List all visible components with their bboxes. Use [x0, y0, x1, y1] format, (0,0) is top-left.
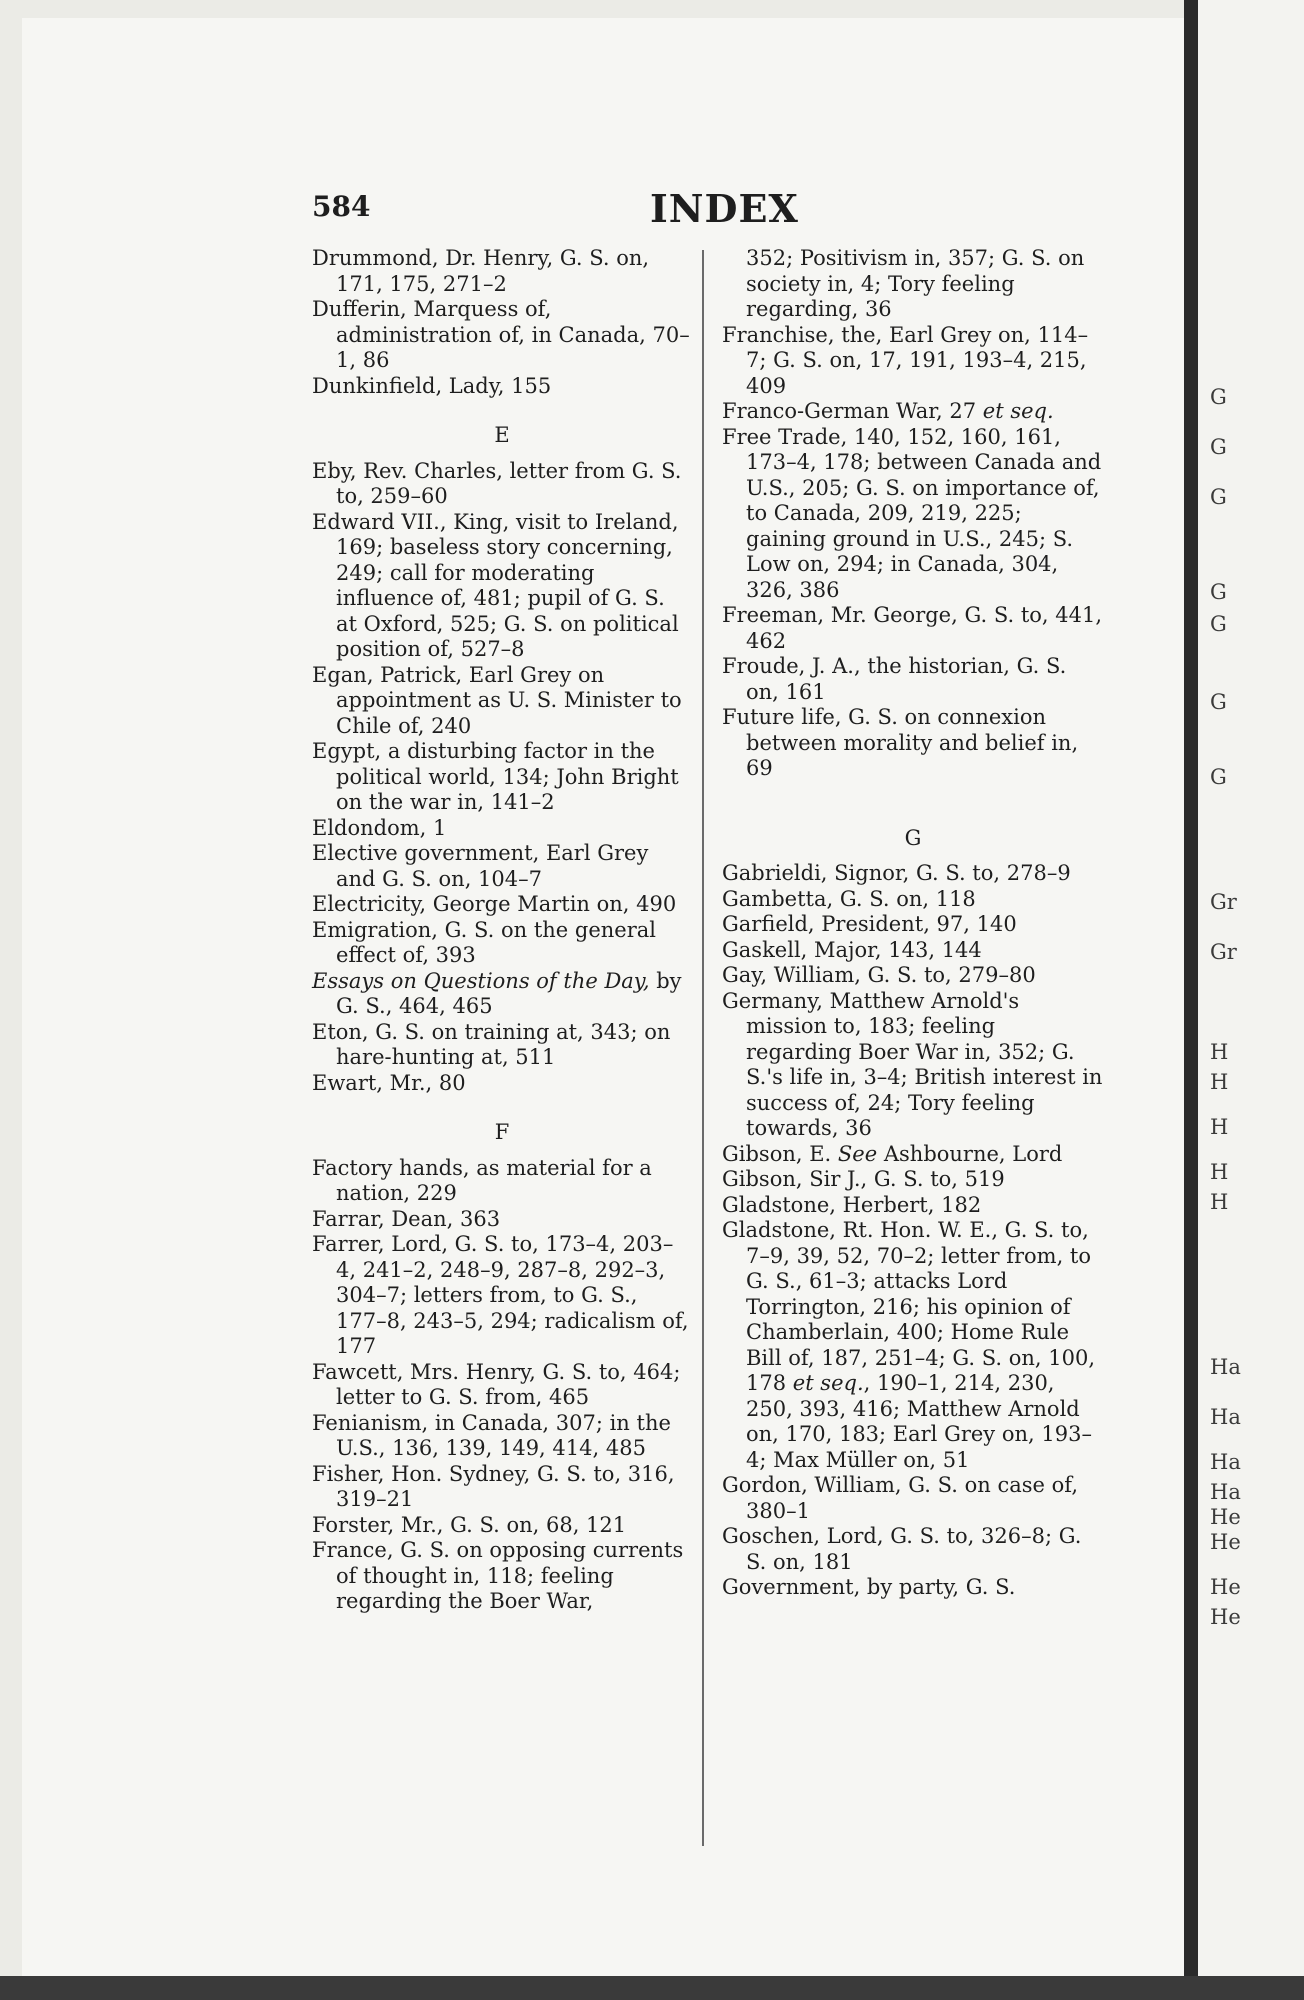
section-letter-heading: F	[494, 1120, 510, 1144]
facing-page-edge	[1198, 0, 1304, 2000]
index-entry: Dunkinfield, Lady, 155	[312, 373, 552, 398]
index-entry: Gaskell, Major, 143, 144	[722, 937, 982, 962]
entry-text: by G. S., 464, 465	[336, 968, 682, 1018]
facing-page-letter: H	[1210, 1070, 1229, 1094]
index-entry: Froude, J. A., the historian, G. S. on, 161	[722, 654, 1067, 704]
index-entry: France, G. S. on opposing currents of thought in, 118; feeling regarding the Boer War,	[312, 1538, 684, 1613]
entry-italic: et seq.	[982, 399, 1054, 423]
index-entry: Fawcett, Mrs. Henry, G. S. to, 464; letter to G. S. from, 465	[312, 1359, 681, 1409]
index-entry: Future life, G. S. on connexion between morality and belief in, 69	[722, 705, 1079, 780]
index-entry: Germany, Matthew Arnold's mission to, 183; feeling regarding Boer War in, 352; G. S.'s life in, 3–4; British interest in success of, 24; Tory feeling towards, 36	[722, 988, 1103, 1140]
index-entry: Gordon, William, G. S. on case of, 380–1	[722, 1473, 1078, 1523]
index-entry: Eldondom, 1	[312, 815, 447, 840]
index-entry: Drummond, Dr. Henry, G. S. on, 171, 175, 271–2	[312, 246, 650, 296]
facing-page-letter: H	[1210, 1040, 1229, 1064]
page-title: INDEX	[650, 186, 799, 231]
facing-page-letter: He	[1210, 1505, 1241, 1529]
book-gutter	[1184, 0, 1198, 2000]
index-entry: Eby, Rev. Charles, letter from G. S. to, 259–60	[312, 458, 682, 508]
index-entry: Factory hands, as material for a nation, 229	[312, 1155, 652, 1205]
scan-bottom-edge	[0, 1976, 1304, 2000]
index-entry: Gabrieldi, Signor, G. S. to, 278–9	[722, 861, 1071, 885]
facing-page-letter: G	[1210, 435, 1227, 459]
entry-italic: et seq.	[792, 1371, 864, 1395]
index-entry	[722, 1142, 1104, 1168]
index-entry: Government, by party, G. S.	[722, 1575, 1016, 1599]
facing-page-letter: Ha	[1210, 1405, 1241, 1429]
index-entry: Eton, G. S. on training at, 343; on hare-hunting at, 511	[312, 1019, 671, 1069]
index-entry: Farrar, Dean, 363	[312, 1206, 501, 1231]
facing-page-letter: Ha	[1210, 1480, 1241, 1504]
section-letter-heading: G	[904, 825, 922, 850]
facing-page-letter: H	[1210, 1190, 1229, 1214]
index-entry: Freeman, Mr. George, G. S. to, 441, 462	[722, 603, 1103, 653]
facing-page-letter: He	[1210, 1575, 1241, 1599]
index-entry	[722, 1218, 1104, 1473]
facing-page-letter: H	[1210, 1115, 1229, 1139]
index-entry: Gay, William, G. S. to, 279–80	[722, 963, 1036, 987]
facing-page-letter: G	[1210, 690, 1227, 714]
index-entry-continuation: 352; Positivism in, 357; G. S. on society in, 4; Tory feeling regarding, 36	[746, 246, 1085, 321]
facing-page-letter: Ha	[1210, 1355, 1241, 1379]
entry-italic: See	[837, 1141, 878, 1166]
index-entry: Electricity, George Martin on, 490	[312, 892, 677, 916]
facing-page-letter: Gr	[1210, 890, 1237, 914]
facing-page-letter: Gr	[1210, 940, 1237, 964]
index-entry: Free Trade, 140, 152, 160, 161, 173–4, 178; between Canada and U.S., 205; G. S. on importance of, to Canada, 209, 219, 225; gaining ground in U.S., 245; S. Low on, 294; in Canada, 304, 326, 386	[722, 424, 1102, 602]
page-number: 584	[312, 190, 371, 223]
index-column-left	[312, 246, 692, 1615]
index-entry	[722, 399, 1104, 425]
entry-text-tail: Ashbourne, Lord	[877, 1141, 1063, 1166]
facing-page-letter: G	[1210, 612, 1227, 636]
entry-text: Gibson, E.	[722, 1141, 838, 1166]
index-entry: Edward VII., King, visit to Ireland, 169; baseless story concerning, 249; call for moderating influence of, 481; pupil of G. S. at Oxford, 525; G. S. on political position of, 527–8	[312, 509, 679, 661]
index-entry: Gambetta, G. S. on, 118	[722, 886, 976, 911]
index-entry: Farrer, Lord, G. S. to, 173–4, 203–4, 241–2, 248–9, 287–8, 292–3, 304–7; letters from, to G. S., 177–8, 243–5, 294; radicalism of, 177	[312, 1232, 689, 1358]
page-header	[312, 186, 1102, 236]
index-entry: Fisher, Hon. Sydney, G. S. to, 316, 319–21	[312, 1461, 675, 1511]
index-entry: Dufferin, Marquess of, administration of, in Canada, 70–1, 86	[312, 297, 690, 372]
section-letter-heading: E	[494, 423, 510, 447]
facing-page-letter: G	[1210, 485, 1227, 509]
facing-page-letter: Ha	[1210, 1450, 1241, 1474]
facing-page-letter: He	[1210, 1605, 1241, 1629]
index-entry: Fenianism, in Canada, 307; in the U.S., 136, 139, 149, 414, 485	[312, 1410, 671, 1460]
facing-page-letter: G	[1210, 385, 1227, 409]
index-entry: Goschen, Lord, G. S. to, 326–8; G. S. on, 181	[722, 1524, 1082, 1574]
index-column-right	[722, 246, 1104, 1601]
index-entry: Emigration, G. S. on the general effect of, 393	[312, 917, 657, 967]
index-entry: Gladstone, Herbert, 182	[722, 1192, 982, 1217]
facing-page-letter: G	[1210, 765, 1227, 789]
entry-text: Franco-German War, 27	[722, 399, 983, 423]
index-entry: Elective government, Earl Grey and G. S. on, 104–7	[312, 841, 649, 891]
facing-page-letter: G	[1210, 580, 1227, 604]
facing-page-letter: He	[1210, 1530, 1241, 1554]
index-entry: Egan, Patrick, Earl Grey on appointment as U. S. Minister to Chile of, 240	[312, 662, 682, 738]
index-entry: Egypt, a disturbing factor in the political world, 134; John Bright on the war in, 141–2	[312, 739, 679, 814]
facing-page-letter: H	[1210, 1160, 1229, 1184]
index-entry: Forster, Mr., G. S. on, 68, 121	[312, 1512, 627, 1537]
entry-title-italic: Essays on Questions of the Day,	[312, 968, 650, 993]
index-entry	[312, 969, 692, 1020]
index-entry: Ewart, Mr., 80	[312, 1070, 466, 1095]
index-entry: Franchise, the, Earl Grey on, 114–7; G. S. on, 17, 191, 193–4, 215, 409	[722, 322, 1089, 398]
entry-text-tail: , 190–1, 214, 230, 250, 393, 416; Matthew Arnold on, 170, 183; Earl Grey on, 193–4; Max Müller on, 51	[746, 1371, 1092, 1472]
column-divider	[702, 250, 704, 1846]
index-entry: Gibson, Sir J., G. S. to, 519	[722, 1167, 1005, 1191]
index-entry: Garfield, President, 97, 140	[722, 912, 1017, 936]
entry-text: Gladstone, Rt. Hon. W. E., G. S. to, 7–9, 39, 52, 70–2; letter from, to G. S., 61–3; attacks Lord Torrington, 216; his opinion of Chamberlain, 400; Home Rule Bill of, 187, 251–4; G. S. on, 100, 178	[722, 1218, 1096, 1395]
